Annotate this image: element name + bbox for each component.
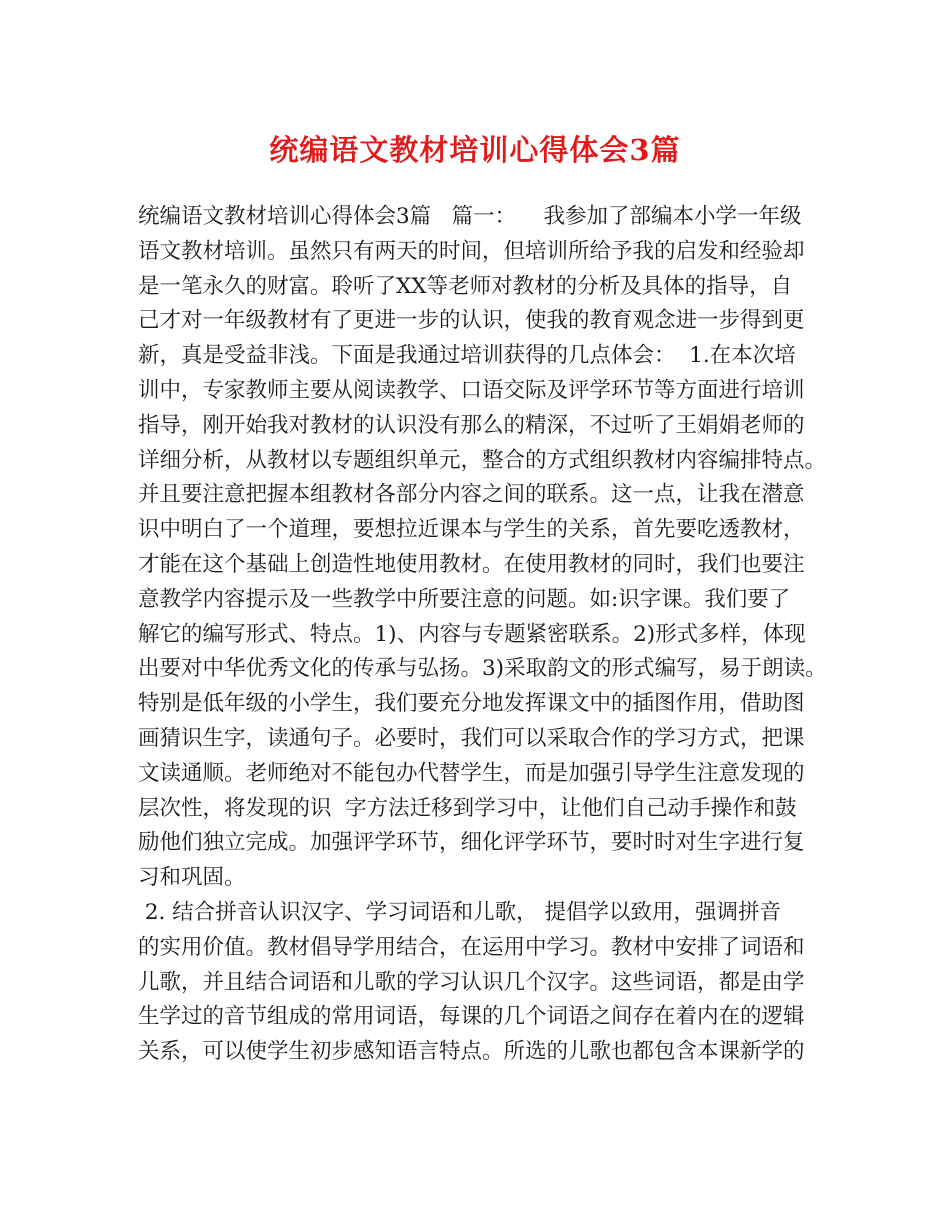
body-line: 关系，可以使学生初步感知语言特点。所选的儿歌也都包含本课新学的 — [138, 1039, 805, 1065]
body-line: 是一笔永久的财富。聆听了XX等老师对教材的分析及具体的指导，自 — [138, 273, 793, 299]
body-line: 语文教材培训。虽然只有两天的时间，但培训所给予我的启发和经验却 — [138, 238, 805, 264]
body-line: 新，真是受益非浅。下面是我通过培训获得的几点体会： 1.在本次培 — [138, 343, 796, 369]
body-line: 画猜识生字，读通句子。必要时，我们可以采取合作的学习方式，把课 — [138, 725, 805, 751]
body-line: 训中，专家教师主要从阅读教学、口语交际及评学环节等方面进行培训 — [138, 377, 805, 403]
body-line: 习和巩固。 — [138, 865, 246, 891]
body-line: 详细分析，从教材以专题组织单元，整合的方式组织教材内容编排特点。 — [138, 447, 827, 473]
body-line: 统编语文教材培训心得体会3篇 篇一： 我参加了部编本小学一年级 — [138, 204, 802, 229]
body-line: 的实用价值。教材倡导学用结合，在运用中学习。教材中安排了词语和 — [138, 934, 805, 960]
body-line: 儿歌，并且结合词语和儿歌的学习认识几个汉字。这些词语，都是由学 — [138, 969, 805, 995]
body-line: 出要对中华优秀文化的传承与弘扬。3)采取韵文的形式编写，易于朗读。 — [138, 656, 827, 682]
body-line: 解它的编写形式、特点。1)、内容与专题紧密联系。2)形式多样，体现 — [138, 621, 806, 647]
body-line: 层次性，将发现的识 字方法迁移到学习中，让他们自己动手操作和鼓 — [138, 795, 797, 821]
body-line: 特别是低年级的小学生，我们要充分地发挥课文中的插图作用，借助图 — [138, 691, 805, 717]
body-line: 文读通顺。老师绝对不能包办代替学生，而是加强引导学生注意发现的 — [138, 760, 805, 786]
body-line: 意教学内容提示及一些教学中所要注意的问题。如:识字课。我们要了 — [138, 586, 791, 612]
body-line: 己才对一年级教材有了更进一步的认识，使我的教育观念进一步得到更 — [138, 308, 805, 334]
document-title: 统编语文教材培训心得体会3篇 — [269, 133, 681, 167]
body-line: 2. 结合拼音认识汉字、学习词语和儿歌， 提倡学以致用，强调拼音 — [138, 899, 782, 925]
body-line: 励他们独立完成。加强评学环节，细化评学环节，要时时对生字进行复 — [138, 830, 805, 856]
body-line: 并且要注意把握本组教材各部分内容之间的联系。这一点，让我在潜意 — [138, 482, 805, 508]
body-line: 才能在这个基础上创造性地使用教材。在使用教材的同时，我们也要注 — [138, 551, 805, 577]
body-line: 指导，刚开始我对教材的认识没有那么的精深，不过听了王娟娟老师的 — [138, 412, 805, 438]
body-line: 生学过的音节组成的常用词语，每课的几个词语之间存在着内在的逻辑 — [138, 1004, 805, 1030]
document-body — [138, 200, 828, 1070]
body-line: 识中明白了一个道理，要想拉近课本与学生的关系，首先要吃透教材， — [138, 517, 805, 543]
